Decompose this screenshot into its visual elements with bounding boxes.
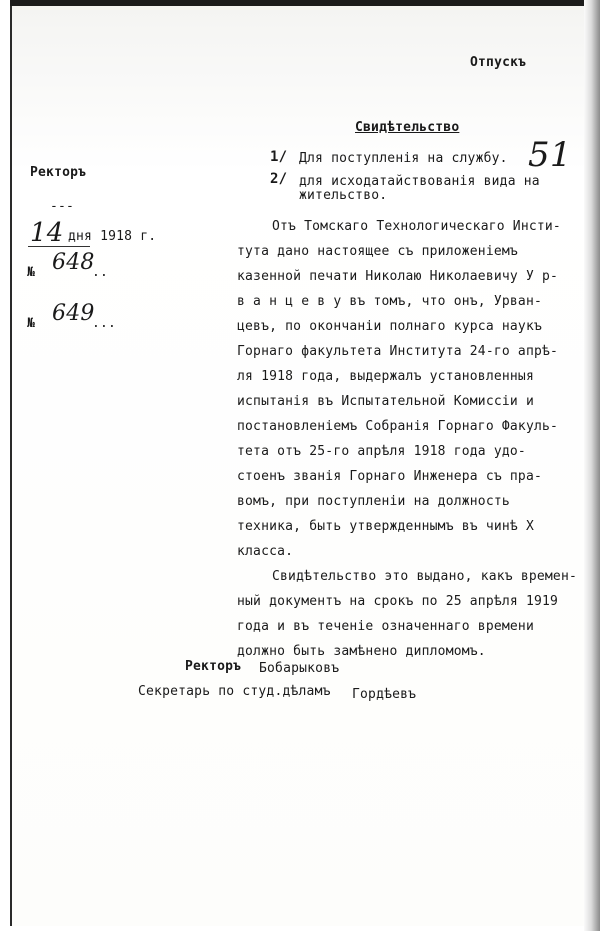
- date-day-handwritten: 14: [30, 218, 64, 248]
- document-page: [10, 6, 586, 926]
- rector-signature-label: Ректоръ: [185, 659, 242, 674]
- scan-right-edge: [584, 0, 600, 931]
- page-number-handwritten: 51: [528, 135, 572, 175]
- number-1-handwritten: 648: [52, 250, 95, 275]
- body-line: испытанія въ Испытательной Комиссіи и: [237, 394, 534, 409]
- body-line: стоенъ званія Горнаго Инженера съ пра-: [237, 469, 543, 484]
- otpusk-label: Отпускъ: [470, 55, 527, 70]
- number-1-prefix: №: [27, 265, 36, 280]
- body-line: в а н ц е в у въ томъ, что онъ, Урван-: [237, 294, 543, 309]
- rector-name: Бобарыковъ: [259, 661, 340, 676]
- rector-margin-label: Ректоръ: [30, 165, 87, 180]
- purpose-2-number: 2/: [270, 171, 288, 187]
- date-underline: [28, 246, 90, 247]
- body-line: казенной печати Николаю Николаевичу У р-: [237, 269, 559, 284]
- secretary-label: Секретарь по студ.дѣламъ: [138, 684, 331, 699]
- purpose-1-number: 1/: [270, 149, 288, 165]
- date-text: дня 1918 г.: [68, 229, 157, 244]
- body-line: цевъ, по окончаніи полнаго курса наукъ: [237, 319, 543, 334]
- body-line: Горнаго факультета Института 24-го апрѣ-: [237, 344, 559, 359]
- margin-dash: ---: [50, 199, 75, 214]
- purpose-1-text: Для поступленія на службу.: [299, 151, 508, 166]
- body-line: класса.: [237, 544, 294, 559]
- validity-line: ный документъ на срокъ по 25 апрѣля 1919: [237, 594, 559, 609]
- secretary-name: Гордѣевъ: [352, 687, 417, 702]
- body-line: Отъ Томскаго Технологическаго Инсти-: [272, 219, 561, 234]
- number-2-handwritten: 649: [52, 301, 95, 326]
- purpose-2-text-cont: жительство.: [299, 188, 388, 203]
- body-line: тета отъ 25-го апрѣля 1918 года удо-: [237, 444, 526, 459]
- document-title: Свидѣтельство: [355, 120, 460, 135]
- body-line: постановленіемъ Собранія Горнаго Факуль-: [237, 419, 559, 434]
- validity-line: должно быть замѣнено дипломомъ.: [237, 644, 486, 659]
- body-line: ля 1918 года, выдержалъ установленныя: [237, 369, 534, 384]
- number-2-prefix: №: [27, 316, 36, 331]
- body-line: вомъ, при поступленіи на должность: [237, 494, 510, 509]
- validity-line: года и въ теченіе означеннаго времени: [237, 619, 534, 634]
- number-1-dots: ..: [92, 265, 109, 280]
- number-2-dots: ...: [92, 316, 117, 331]
- purpose-2-text: для исходатайствованія вида на: [299, 174, 540, 189]
- validity-line: Свидѣтельство это выдано, какъ времен-: [272, 569, 578, 584]
- body-line: техника, быть утвержденнымъ въ чинѣ Х: [237, 519, 534, 534]
- body-line: тута дано настоящее съ приложеніемъ: [237, 244, 518, 259]
